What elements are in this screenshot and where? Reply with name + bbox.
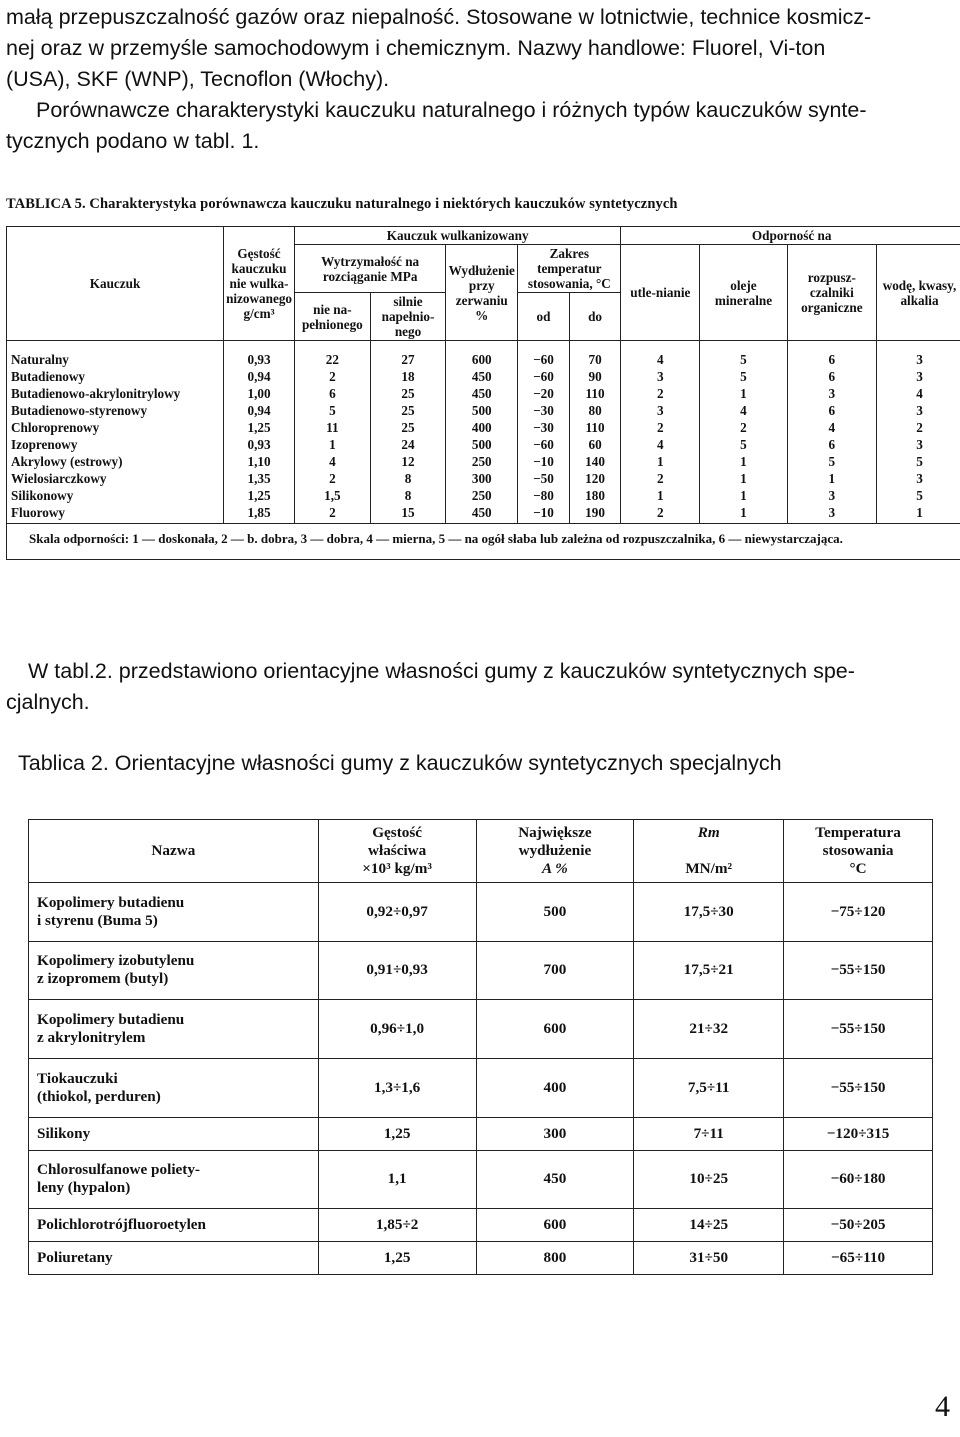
row-name: Butadienowy	[7, 368, 224, 385]
row-name: Chlorosulfanowe poliety- leny (hypalon)	[29, 1150, 319, 1209]
table-cell: −10	[518, 504, 570, 524]
table-cell: 4	[877, 385, 960, 402]
table-cell: 5	[700, 368, 787, 385]
table-cell: 1,25	[318, 1117, 476, 1150]
table-cell: 110	[569, 385, 621, 402]
table-cell: −55÷150	[784, 1058, 933, 1117]
table-row	[7, 402, 960, 419]
table-cell: 400	[476, 1058, 634, 1117]
table-cell: 1,3÷1,6	[318, 1058, 476, 1117]
table-cell: 140	[569, 453, 621, 470]
table-cell: 250	[446, 487, 518, 504]
table-cell: 2	[295, 368, 371, 385]
table-cell: 3	[787, 487, 876, 504]
intro-paragraph-1: małą przepuszczalność gazów oraz niepalność. Stosowane w lotnictwie, technice kosmicz- nej oraz w przemyśle samochodowym i chemicznym. Nazwy handlowe: Fluorel, Vi-ton (USA), SKF (WNP), Tecnoflon (Włochy).	[6, 5, 872, 91]
table-cell: 27	[370, 341, 446, 369]
row-name: Silikonowy	[7, 487, 224, 504]
table-cell: 2	[621, 504, 700, 524]
table-cell: 4	[700, 402, 787, 419]
table-cell: −55÷150	[784, 941, 933, 1000]
table-cell: 1,1	[318, 1150, 476, 1209]
table-cell: 0,94	[224, 368, 295, 385]
table-cell: 3	[877, 341, 960, 369]
table-cell: 1	[700, 453, 787, 470]
table-cell: 3	[621, 402, 700, 419]
table-row	[29, 1117, 933, 1150]
table-row	[29, 941, 933, 1000]
table-cell: 1	[700, 470, 787, 487]
header-wode: wodę, kwasy, alkalia	[877, 245, 960, 341]
table-cell: 1	[877, 504, 960, 524]
table-cell: 3	[877, 368, 960, 385]
table-cell: 22	[295, 341, 371, 369]
row-name: Wielosiarczkowy	[7, 470, 224, 487]
table-cell: 24	[370, 436, 446, 453]
header-nienapelnionego: nie na-pełnionego	[295, 293, 371, 341]
table-cell: 400	[446, 419, 518, 436]
table-cell: 3	[787, 385, 876, 402]
table-cell: 1,25	[224, 419, 295, 436]
table-row	[7, 453, 960, 470]
table-cell: 700	[476, 941, 634, 1000]
table-cell: 3	[621, 368, 700, 385]
table-cell: 1	[787, 470, 876, 487]
table-cell: 21÷32	[634, 1000, 784, 1059]
table-row	[7, 341, 960, 369]
row-name: Kopolimery butadienu i styrenu (Buma 5)	[29, 883, 319, 942]
table-cell: 5	[295, 402, 371, 419]
header-od: od	[518, 293, 570, 341]
table-cell: 600	[446, 341, 518, 369]
table-row	[7, 487, 960, 504]
table-cell: 6	[295, 385, 371, 402]
table5	[6, 226, 960, 606]
table-cell: 31÷50	[634, 1242, 784, 1275]
table-cell: −55÷150	[784, 1000, 933, 1059]
table-cell: 0,93	[224, 436, 295, 453]
table-cell: −50	[518, 470, 570, 487]
table-row	[7, 419, 960, 436]
row-name: Polichlorotrójfluoroetylen	[29, 1209, 319, 1242]
table-cell: −30	[518, 419, 570, 436]
table-cell: 60	[569, 436, 621, 453]
table-cell: 11	[295, 419, 371, 436]
table-cell: 6	[787, 402, 876, 419]
table-row	[7, 436, 960, 453]
table-cell: −60	[518, 368, 570, 385]
table-cell: −60÷180	[784, 1150, 933, 1209]
table-cell: 180	[569, 487, 621, 504]
table-cell: 25	[370, 385, 446, 402]
table-row	[29, 1058, 933, 1117]
table-cell: 190	[569, 504, 621, 524]
table-cell: 17,5÷21	[634, 941, 784, 1000]
table-cell: 1,85÷2	[318, 1209, 476, 1242]
header-nazwa: Nazwa	[29, 820, 319, 883]
table-cell: 1,00	[224, 385, 295, 402]
table-cell: 10÷25	[634, 1150, 784, 1209]
row-name: Silikony	[29, 1117, 319, 1150]
table-row	[7, 504, 960, 524]
header-utlenianie: utle-nianie	[621, 245, 700, 341]
table-cell: 8	[370, 470, 446, 487]
table-cell: 5	[877, 453, 960, 470]
table-cell: 3	[877, 402, 960, 419]
resistance-scale-note: Skala odporności: 1 — doskonała, 2 — b. dobra, 3 — dobra, 4 — mierna, 5 — na ogół słaba lub zależna od rozpuszczalnika, 6 — niewystarczająca.	[7, 524, 960, 560]
table-cell: −20	[518, 385, 570, 402]
table-cell: 0,92÷0,97	[318, 883, 476, 942]
table-cell: 25	[370, 419, 446, 436]
table-cell: 0,91÷0,93	[318, 941, 476, 1000]
table-cell: 1	[700, 385, 787, 402]
row-name: Butadienowo-akrylonitrylowy	[7, 385, 224, 402]
table-cell: 14÷25	[634, 1209, 784, 1242]
header-temperatura: Temperatura stosowania °C	[784, 820, 933, 883]
paragraph-table2-intro: W tabl.2. przedstawiono orientacyjne własności gumy z kauczuków syntetycznych spe- cjalnych.	[6, 659, 855, 714]
table-cell: 0,94	[224, 402, 295, 419]
row-name: Kopolimery izobutylenu z izopromem (butyl)	[29, 941, 319, 1000]
row-name: Akrylowy (estrowy)	[7, 453, 224, 470]
table-cell: 8	[370, 487, 446, 504]
table-row	[29, 1209, 933, 1242]
table-cell: 600	[476, 1209, 634, 1242]
table-cell: 450	[446, 385, 518, 402]
table-cell: −10	[518, 453, 570, 470]
table-cell: 4	[295, 453, 371, 470]
table-cell: 7,5÷11	[634, 1058, 784, 1117]
table5-title: TABLICA 5. Charakterystyka porównawcza kauczuku naturalnego i niektórych kauczuków syntetycznych	[6, 196, 678, 212]
table-cell: 1,85	[224, 504, 295, 524]
table-row	[29, 1242, 933, 1275]
table-cell: 450	[476, 1150, 634, 1209]
table2-title: Tablica 2. Orientacyjne własności gumy z kauczuków syntetycznych specjalnych	[18, 751, 782, 775]
table-cell: 5	[787, 453, 876, 470]
table-cell: −65÷110	[784, 1242, 933, 1275]
table-cell: 2	[700, 419, 787, 436]
table-cell: 5	[700, 436, 787, 453]
table-cell: 1	[295, 436, 371, 453]
table-row	[29, 883, 933, 942]
table-cell: 5	[700, 341, 787, 369]
header-gestosc-wlasciwa: Gęstość właściwa ×10³ kg/m³	[318, 820, 476, 883]
table-cell: 12	[370, 453, 446, 470]
table-cell: 2	[621, 470, 700, 487]
table-cell: 80	[569, 402, 621, 419]
row-name: Izoprenowy	[7, 436, 224, 453]
header-rozpuszczalniki: rozpusz-czalniki organiczne	[787, 245, 876, 341]
table-cell: 500	[446, 402, 518, 419]
header-kauczuk: Kauczuk	[7, 227, 224, 341]
header-wytrzymalosc: Wytrzymałość na rozciąganie MPa	[295, 245, 446, 293]
table-cell: 450	[446, 504, 518, 524]
table-cell: 5	[877, 487, 960, 504]
table-cell: 1	[621, 487, 700, 504]
table-cell: 450	[446, 368, 518, 385]
table-cell: 110	[569, 419, 621, 436]
table-cell: 120	[569, 470, 621, 487]
row-name: Tiokauczuki (thiokol, perduren)	[29, 1058, 319, 1117]
table2	[28, 819, 933, 1275]
table-cell: 1,35	[224, 470, 295, 487]
table-row	[29, 1150, 933, 1209]
table-cell: 6	[787, 341, 876, 369]
table-cell: 15	[370, 504, 446, 524]
table-cell: −60	[518, 436, 570, 453]
table-cell: −60	[518, 341, 570, 369]
header-silnie: silnie napełnio-nego	[370, 293, 446, 341]
header-wulkanizowany: Kauczuk wulkanizowany	[295, 227, 621, 245]
table-cell: 4	[621, 436, 700, 453]
table-cell: 1,5	[295, 487, 371, 504]
table-cell: 3	[877, 470, 960, 487]
table-cell: 3	[787, 504, 876, 524]
table-cell: 4	[787, 419, 876, 436]
table-cell: 1,25	[224, 487, 295, 504]
table-cell: 300	[446, 470, 518, 487]
table-cell: 0,93	[224, 341, 295, 369]
table-cell: 1	[621, 453, 700, 470]
table-cell: 6	[787, 368, 876, 385]
row-name: Poliuretany	[29, 1242, 319, 1275]
table-cell: 18	[370, 368, 446, 385]
header-najwieksze-wydluzenie: Największe wydłużenie A %	[476, 820, 634, 883]
table-cell: 600	[476, 1000, 634, 1059]
header-gestosc: Gęstość kauczuku nie wulka-nizowanego g/cm³	[224, 227, 295, 341]
table-cell: 4	[621, 341, 700, 369]
row-name: Kopolimery butadienu z akrylonitrylem	[29, 1000, 319, 1059]
table-cell: −75÷120	[784, 883, 933, 942]
table-row	[7, 470, 960, 487]
table-cell: 2	[621, 385, 700, 402]
page-number: 4	[935, 1390, 950, 1423]
intro-text	[6, 2, 951, 157]
table-cell: 300	[476, 1117, 634, 1150]
table-cell: 500	[476, 883, 634, 942]
table-cell: 90	[569, 368, 621, 385]
header-do: do	[569, 293, 621, 341]
table-cell: −80	[518, 487, 570, 504]
table-cell: 2	[295, 504, 371, 524]
row-name: Chloroprenowy	[7, 419, 224, 436]
table-row	[7, 368, 960, 385]
table-cell: 7÷11	[634, 1117, 784, 1150]
table-cell: 6	[787, 436, 876, 453]
table-cell: 17,5÷30	[634, 883, 784, 942]
table-cell: 0,96÷1,0	[318, 1000, 476, 1059]
row-name: Butadienowo-styrenowy	[7, 402, 224, 419]
table-cell: 25	[370, 402, 446, 419]
table-cell: 3	[877, 436, 960, 453]
table-cell: −50÷205	[784, 1209, 933, 1242]
table-cell: −120÷315	[784, 1117, 933, 1150]
table-cell: 2	[295, 470, 371, 487]
header-wydluzenie: Wydłużenie przy zerwaniu %	[446, 245, 518, 341]
row-name: Naturalny	[7, 341, 224, 369]
header-oleje: oleje mineralne	[700, 245, 787, 341]
table-cell: 1,10	[224, 453, 295, 470]
header-odpornosc: Odporność na	[621, 227, 960, 245]
table-cell: 1	[700, 504, 787, 524]
table-cell: 1,25	[318, 1242, 476, 1275]
table-cell: 2	[621, 419, 700, 436]
table-cell: −30	[518, 402, 570, 419]
intro-paragraph-2: Porównawcze charakterystyki kauczuku naturalnego i różnych typów kauczuków synte- tycznych podano w tabl. 1.	[6, 98, 867, 153]
header-rm: Rm MN/m²	[634, 820, 784, 883]
table-cell: 800	[476, 1242, 634, 1275]
table-cell: 250	[446, 453, 518, 470]
header-zakres: Zakres temperatur stosowania, °C	[518, 245, 621, 293]
table-cell: 70	[569, 341, 621, 369]
table-row	[29, 1000, 933, 1059]
table-row	[7, 385, 960, 402]
row-name: Fluorowy	[7, 504, 224, 524]
table-cell: 500	[446, 436, 518, 453]
table-cell: 1	[700, 487, 787, 504]
table-cell: 2	[877, 419, 960, 436]
